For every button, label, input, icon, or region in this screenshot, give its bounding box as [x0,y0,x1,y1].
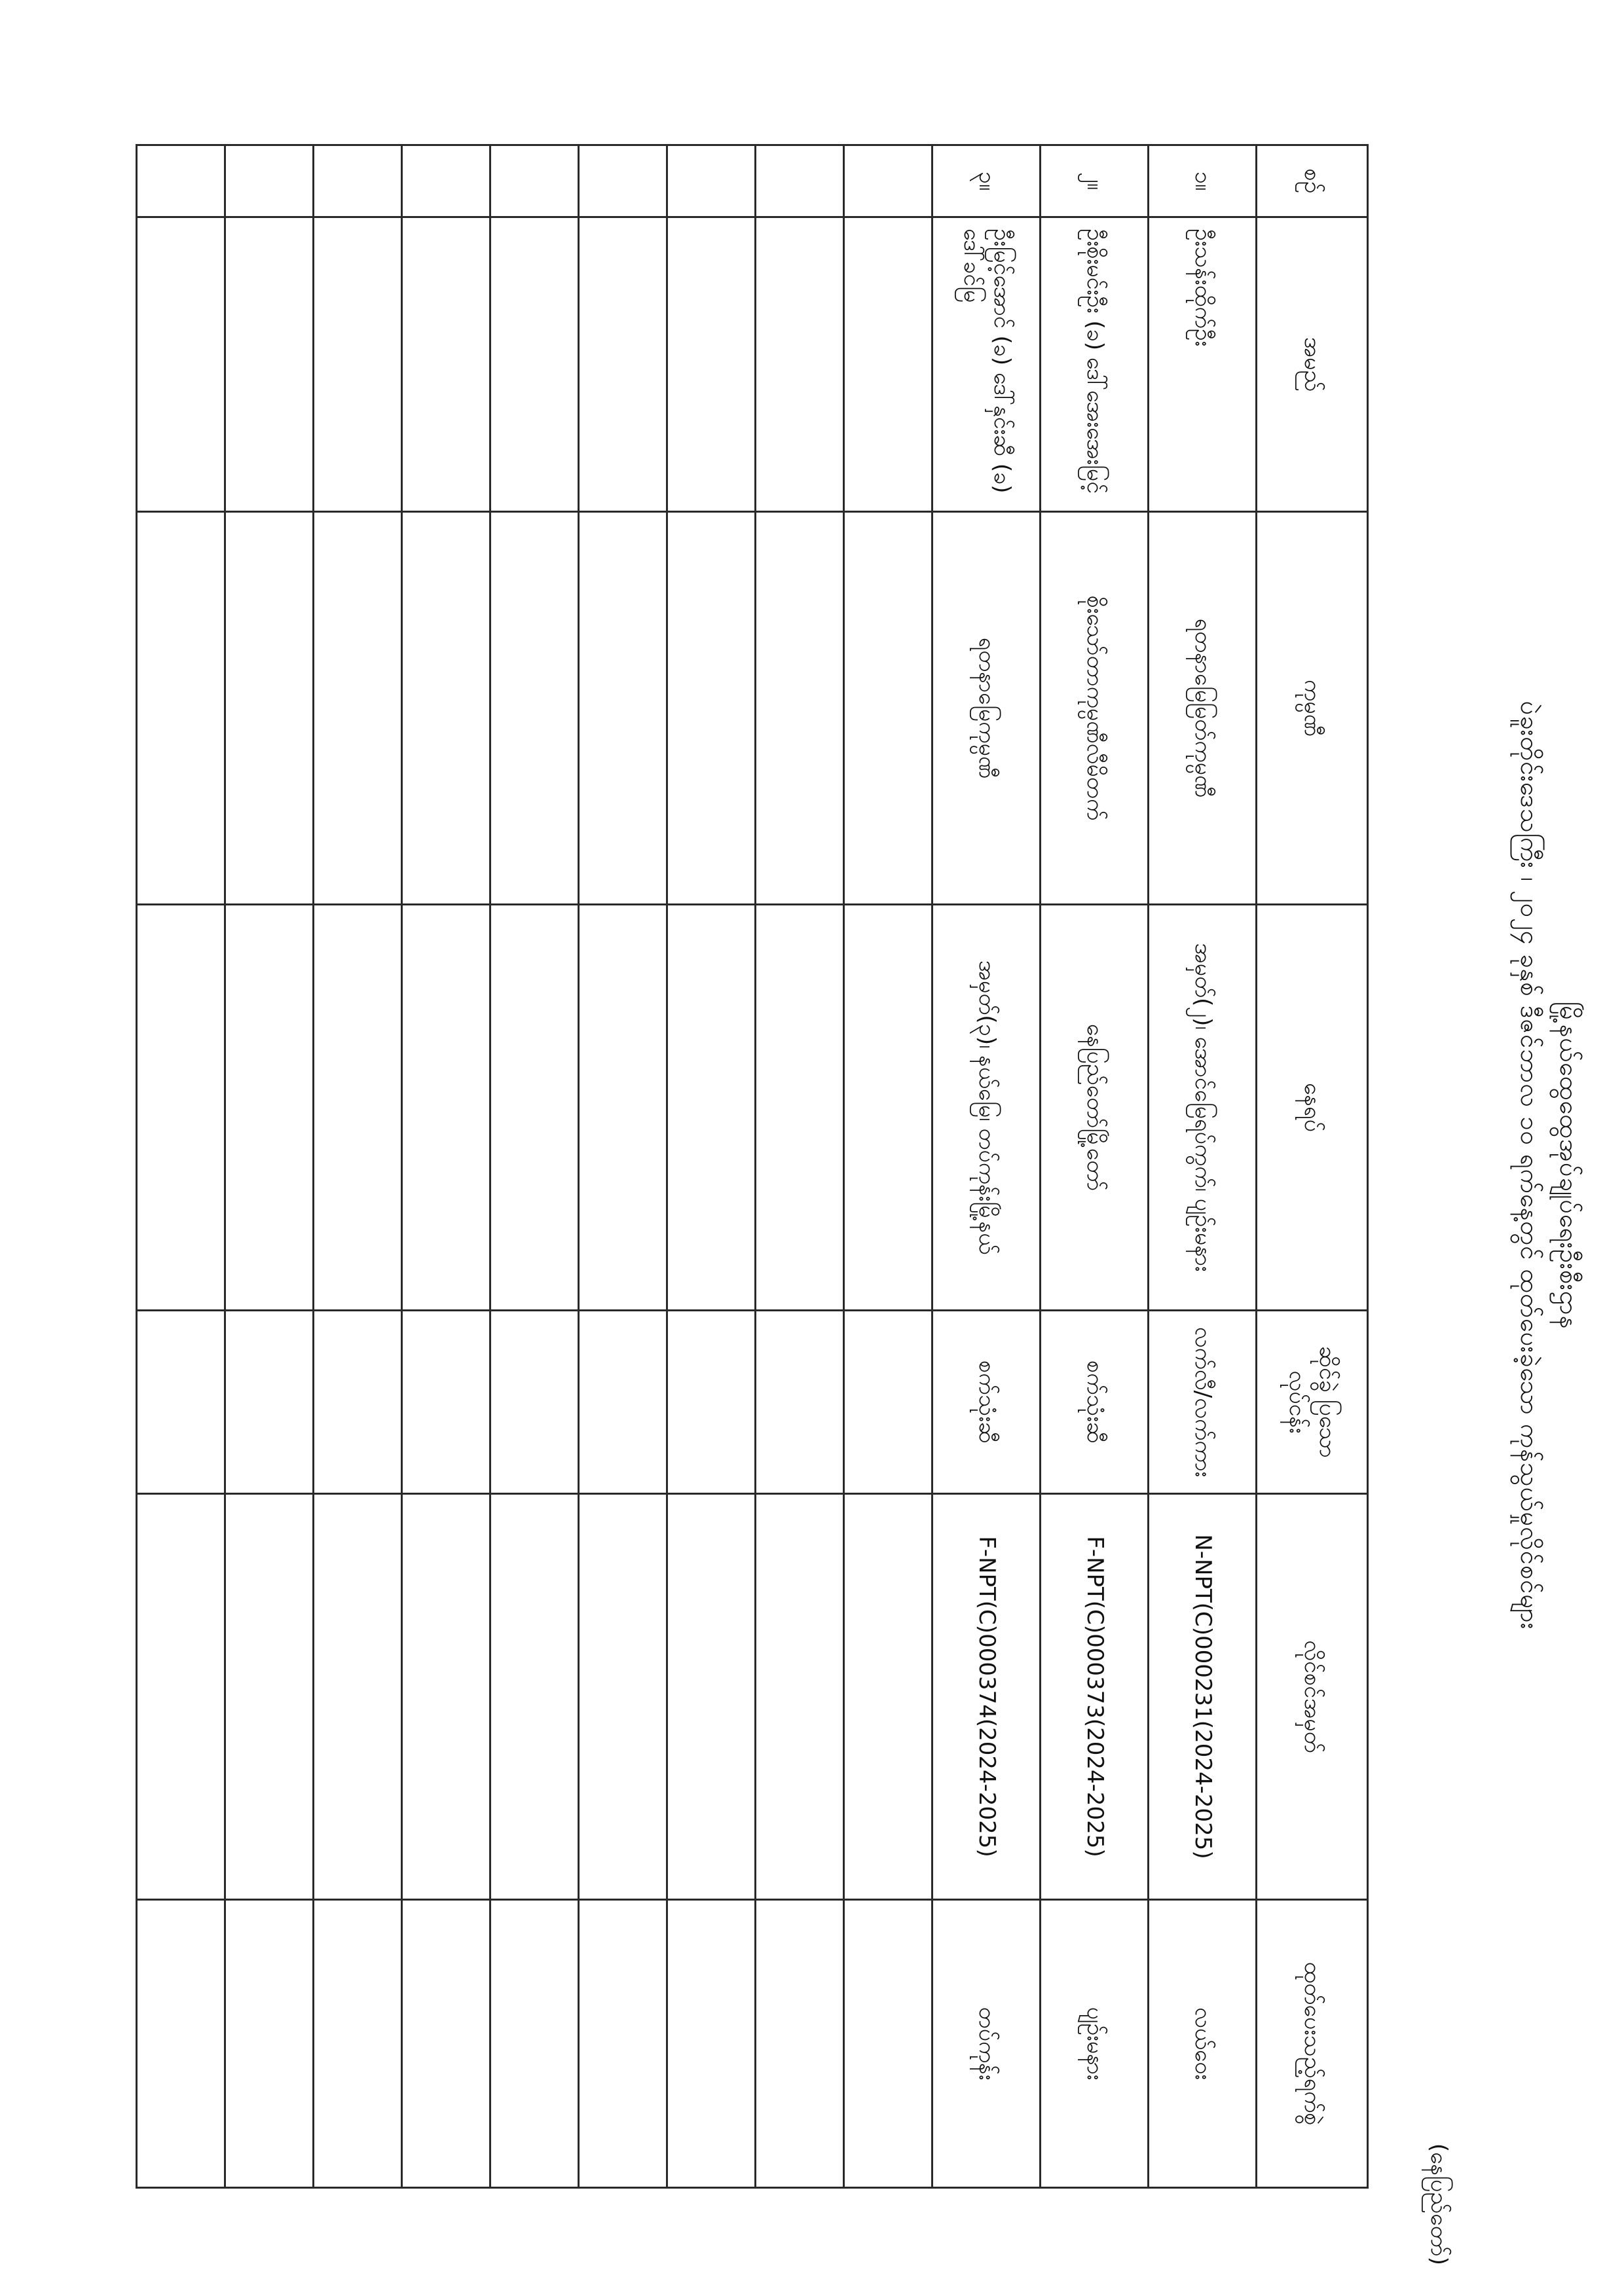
blank-cell [667,1494,756,1900]
blank-cell [402,1311,490,1494]
unit-label: (နေပြည်တော်) [1426,2143,1452,2265]
blank-cell [137,1311,225,1494]
blank-cell [756,905,844,1311]
blank-cell [756,1311,844,1494]
blank-cell [137,1494,225,1900]
blank-cell [667,905,756,1311]
blank-cell [667,1311,756,1494]
cell-name: ဦးစိုးမင်းဦး (ခ) ဒေါ်အေးအေးမြင့် [1041,217,1149,512]
blank-row [314,145,402,2188]
cell-address: အမှတ်(၂)၊ အောင်မြေရပ်ကွက်၊ ပျဉ်းမနား [1149,905,1257,1311]
blank-cell [667,145,756,217]
blank-cell [756,1494,844,1900]
cell-no: ၁။ [1149,145,1257,217]
document-subtitle: ပဲခူးတိုင်းဒေသကြီး ၊ ၂၀၂၄ ခုနှစ် ဒီဇင်ဘာလ ၁၀ ရက်နေ့တွင် ထုတ်ပေးခဲ့သော ကုန်သွယ်မှုလိုင်စင်များ [1515,701,1544,1630]
blank-cell [314,905,402,1311]
table-row [1149,145,1257,2188]
blank-cell [844,1311,932,1494]
blank-cell [579,145,667,217]
blank-cell [225,512,314,905]
header-address: နေရပ် [1257,905,1368,1311]
blank-cell [490,145,579,217]
blank-cell [402,217,490,512]
blank-cell [402,145,490,217]
blank-cell [225,1900,314,2188]
blank-cell [137,512,225,905]
blank-cell [314,512,402,905]
blank-rows [137,145,932,2188]
blank-row [756,145,844,2188]
table-row [1041,145,1149,2188]
blank-cell [579,905,667,1311]
header-name: အမည် [1257,217,1368,512]
blank-cell [225,905,314,1311]
blank-cell [756,512,844,905]
blank-cell [490,1311,579,1494]
blank-cell [490,217,579,512]
cell-date: တပ်ကုန်း [932,1900,1041,2188]
blank-cell [402,512,490,905]
blank-cell [490,1494,579,1900]
blank-row [667,145,756,2188]
cell-name: ဦးသန်းထိုက်ဦး [1149,217,1257,512]
blank-cell [579,217,667,512]
header-no: စဉ် [1257,145,1368,217]
header-row [1257,145,1368,2188]
blank-cell [314,217,402,512]
blank-cell [756,145,844,217]
blank-cell [314,1900,402,2188]
cell-license: N-NPT(C)000231(2024-2025) [1149,1494,1257,1900]
cell-license: F-NPT(C)000373(2024-2025) [1041,1494,1149,1900]
blank-cell [402,1900,490,2188]
blank-cell [225,1311,314,1494]
table-row [932,145,1041,2188]
cell-company: ရတနာမြေကုမ္ပဏီ [932,512,1041,905]
blank-cell [844,145,932,217]
document-title: မြို့နယ်ထွေထွေအုပ်ချုပ်ရေးဦးစီးဌာန [1555,1001,1583,1330]
blank-cell [667,1900,756,2188]
blank-cell [402,1494,490,1900]
blank-row [844,145,932,2188]
license-table [136,144,1369,2189]
cell-license: F-NPT(C)000374(2024-2025) [932,1494,1041,1900]
blank-cell [225,217,314,512]
header-date: ထုတ်ပေးသည့်ရက်စွဲ [1257,1900,1368,2188]
cell-date: လယ်ဝေး [1149,1900,1257,2188]
blank-row [490,145,579,2188]
cell-address: နေပြည်တော်မြို့တော် [1041,905,1149,1311]
blank-cell [490,905,579,1311]
blank-cell [667,512,756,905]
blank-cell [579,1311,667,1494]
blank-row [579,145,667,2188]
blank-cell [490,1900,579,2188]
cell-business: စက်သုံးဆီ [1041,1311,1149,1494]
cell-no: ၂။ [1041,145,1149,217]
blank-cell [844,1900,932,2188]
blank-cell [225,1494,314,1900]
blank-cell [490,512,579,905]
cell-company: ရတနာမြေမြတ်ကုမ္ပဏီ [1149,512,1257,905]
blank-row [225,145,314,2188]
blank-cell [579,512,667,905]
cell-business: စက်သုံးဆီ [932,1311,1041,1494]
header-license: လိုင်စင်အမှတ် [1257,1494,1368,1900]
cell-no: ၃။ [932,145,1041,217]
header-business: ဆိုင်ခွဲ ပြသော လုပ်ငန်း [1257,1311,1368,1494]
cell-business: လက်လီ/လက်ကား [1149,1311,1257,1494]
blank-cell [314,1311,402,1494]
blank-cell [579,1900,667,2188]
blank-cell [137,145,225,217]
blank-row [137,145,225,2188]
blank-cell [314,145,402,217]
blank-cell [137,905,225,1311]
blank-cell [667,217,756,512]
cell-company: စိုးသော်တာကုမ္ပဏီလီမိတက် [1041,512,1149,905]
blank-row [402,145,490,2188]
blank-cell [756,1900,844,2188]
rotated-document [164,144,1583,2265]
header-company: ကုမ္ပဏီ [1257,512,1368,905]
cell-name: ဦးမြင့်အောင် (ခ) ဒေါ်နှင်းဆီ (ခ) ဒေါ်ခင်မြ [932,217,1041,512]
blank-cell [314,1494,402,1900]
blank-cell [137,217,225,512]
blank-cell [844,217,932,512]
blank-cell [844,905,932,1311]
blank-cell [137,1900,225,2188]
blank-cell [402,905,490,1311]
cell-date: ပျဉ်းမနား [1041,1900,1149,2188]
blank-cell [844,512,932,905]
blank-cell [225,145,314,217]
cell-address: အမှတ်(၃)၊ နယ်မြေ၊ တပ်ကုန်းမြို့နယ် [932,905,1041,1311]
blank-cell [844,1494,932,1900]
blank-cell [579,1494,667,1900]
blank-cell [756,217,844,512]
